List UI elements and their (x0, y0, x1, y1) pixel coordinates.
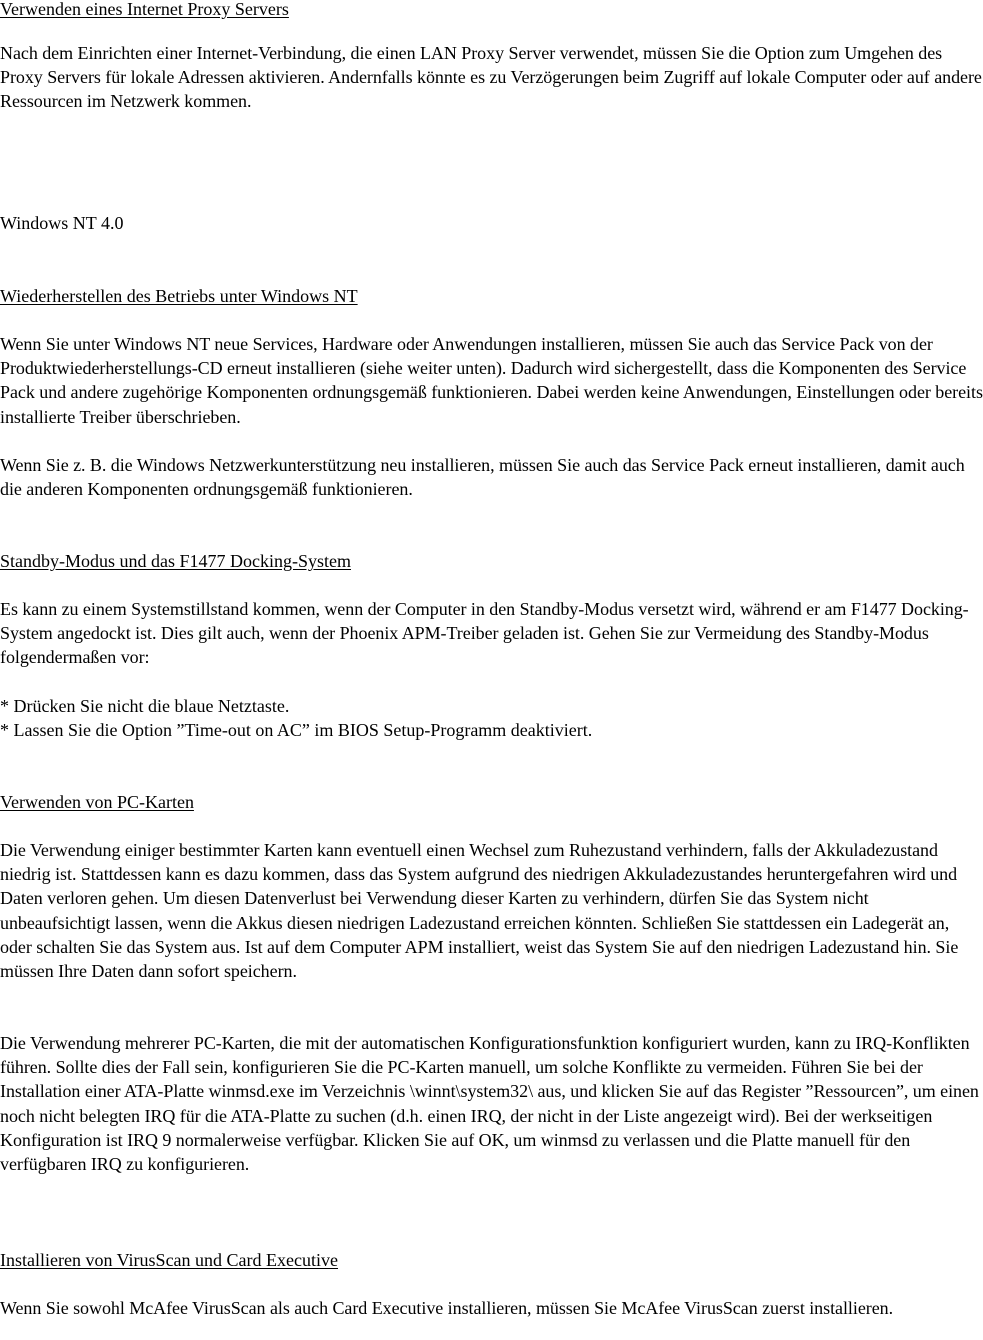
paragraph-standby: Es kann zu einem Systemstillstand kommen, wenn der Computer in den Standby-Modus versetzt wird, während er am F1477 Docking-System angedockt ist. Dies gilt auch, wenn der Phoenix APM-Treiber geladen ist. Gehen Sie zur Vermeidung des Standby-Modus folgendermaßen vor: (0, 599, 969, 668)
heading-restore-windows-nt: Wiederherstellen des Betriebs unter Windows NT (0, 286, 358, 306)
heading-pc-cards: Verwenden von PC-Karten (0, 792, 194, 812)
heading-standby-docking: Standby-Modus und das F1477 Docking-System (0, 551, 351, 571)
section-title-windows-nt: Windows NT 4.0 (0, 213, 124, 233)
list-item: * Lassen Sie die Option ”Time-out on AC” im BIOS Setup-Programm deaktiviert. (0, 720, 593, 740)
paragraph-virusscan: Wenn Sie sowohl McAfee VirusScan als auch Card Executive installieren, müssen Sie McAfee VirusScan zuerst installieren. (0, 1298, 894, 1318)
heading-proxy-server: Verwenden eines Internet Proxy Servers (0, 0, 289, 19)
list-item: * Drücken Sie nicht die blaue Netztaste. (0, 696, 290, 716)
paragraph-pc-cards-2: Die Verwendung mehrerer PC-Karten, die mit der automatischen Konfigurationsfunktion konfiguriert wurden, kann zu IRQ-Konflikten führen. Sollte dies der Fall sein, konfigurieren Sie die PC-Karten manuell, um solche Konflikte zu vermeiden. Führen Sie bei der Installation einer ATA-Platte winmsd.exe im Verzeichnis \winnt\system32\ aus, und klicken Sie auf das Register ”Ressourcen”, um einen noch nicht belegten IRQ für die ATA-Platte zu suchen (d.h. einen IRQ, der nicht in der Liste angezeigt wird). Bei der werkseitigen Konfiguration ist IRQ 9 normalerweise verfügbar. Klicken Sie auf OK, um winmsd zu verlassen und die Platte manuell für den verfügbaren IRQ zu konfigurieren. (0, 1033, 979, 1175)
heading-virusscan: Installieren von VirusScan und Card Executive (0, 1250, 339, 1270)
paragraph-proxy-server: Nach dem Einrichten einer Internet-Verbindung, die einen LAN Proxy Server verwendet, müssen Sie die Option zum Umgehen des Proxy Servers für lokale Adressen aktivieren. Andernfalls könnte es zu Verzögerungen beim Zugriff auf lokale Computer oder auf andere Ressourcen im Netzwerk kommen. (0, 43, 982, 112)
paragraph-restore-2: Wenn Sie z. B. die Windows Netzwerkunterstützung neu installieren, müssen Sie auch das Service Pack erneut installieren, damit auch die anderen Komponenten ordnungsgemäß funktionieren. (0, 455, 965, 500)
paragraph-pc-cards-1: Die Verwendung einiger bestimmter Karten kann eventuell einen Wechsel zum Ruhezustand verhindern, falls der Akkuladezustand niedrig ist. Stattdessen kann es dazu kommen, dass das System aufgrund des niedrigen Akkuladezustandes heruntergefahren wird und Daten verloren gehen. Um diesen Datenverlust bei Verwendung dieser Karten zu verhindern, dürfen Sie das System nicht unbeaufsichtigt lassen, wenn die Akkus diesen niedrigen Ladezustand erreichen könnten. Schließen Sie stattdessen ein Ladegerät an, oder schalten Sie das System aus. Ist auf dem Computer APM installiert, weist das System Sie auf den niedrigen Ladezustand hin. Sie müssen Ihre Daten dann sofort speichern. (0, 840, 959, 982)
paragraph-restore-1: Wenn Sie unter Windows NT neue Services, Hardware oder Anwendungen installieren, müssen Sie auch das Service Pack von der Produktwiederherstellungs-CD erneut installieren (siehe weiter unten). Dadurch wird sichergestellt, dass die Komponenten des Service Pack und andere zugehörige Komponenten ordnungsgemäß funktionieren. Dabei werden keine Anwendungen, Einstellungen oder bereits installierte Treiber überschrieben. (0, 334, 983, 427)
